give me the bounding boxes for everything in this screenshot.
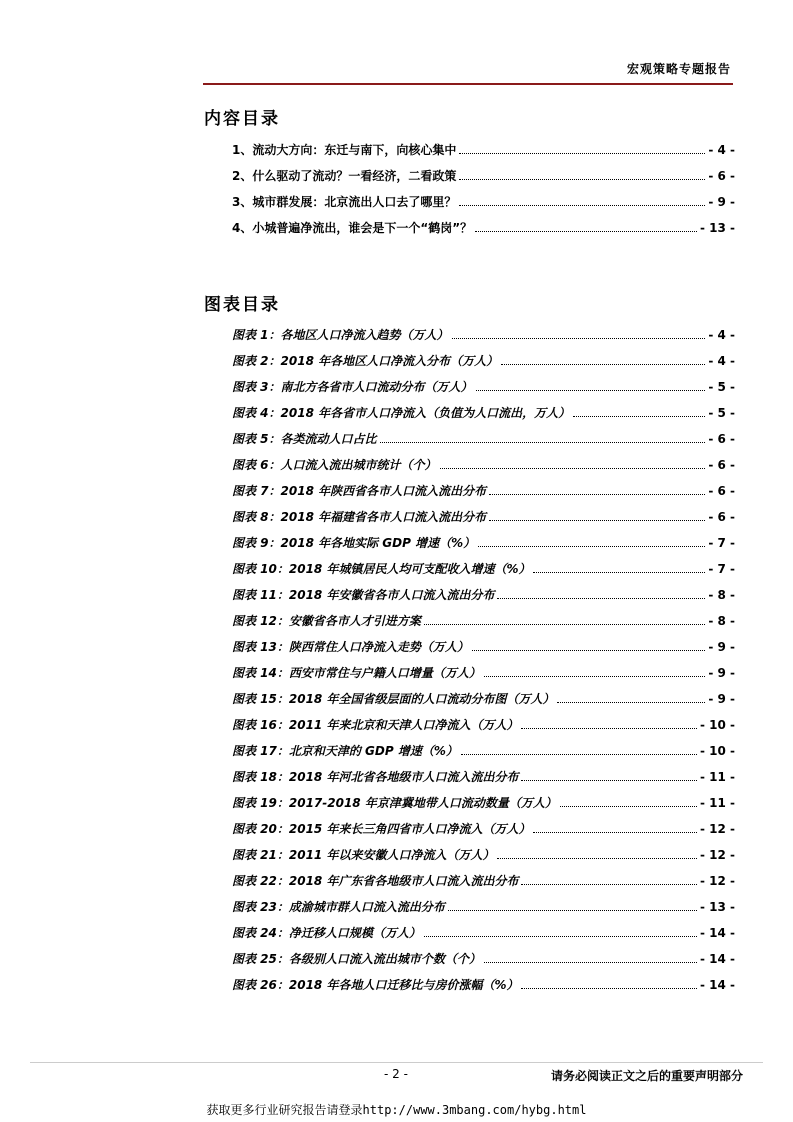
figure-entry[interactable] xyxy=(232,560,735,586)
figure-entry[interactable] xyxy=(232,326,735,352)
contents-entry-label: 3、城市群发展：北京流出人口去了哪里？ xyxy=(232,195,457,209)
contents-list xyxy=(232,141,735,245)
figure-entry-label: 图表 7：2018 年陕西省各市人口流入流出分布 xyxy=(232,484,487,498)
figure-entry[interactable] xyxy=(232,846,735,872)
dot-leader xyxy=(489,510,705,521)
figure-entry[interactable] xyxy=(232,664,735,690)
figure-entry-label: 图表 22：2018 年广东省各地级市人口流入流出分布 xyxy=(232,874,519,888)
figure-entry[interactable] xyxy=(232,768,735,794)
figure-entry[interactable] xyxy=(232,482,735,508)
figure-entry[interactable] xyxy=(232,586,735,612)
figure-entry-label: 图表 12：安徽省各市人才引进方案 xyxy=(232,614,421,628)
dot-leader xyxy=(459,143,705,154)
figure-entry-page: - 5 - xyxy=(708,406,735,420)
dot-leader xyxy=(560,796,697,807)
contents-entry[interactable] xyxy=(232,193,735,219)
figure-entry[interactable] xyxy=(232,404,735,430)
figure-entry-label: 图表 25：各级别人口流入流出城市个数（个） xyxy=(232,952,481,966)
figure-entry-page: - 10 - xyxy=(699,718,735,732)
dot-leader xyxy=(497,848,697,859)
figure-entry-label: 图表 5：各类流动人口占比 xyxy=(232,432,377,446)
figure-entry-label: 图表 3：南北方各省市人口流动分布（万人） xyxy=(232,380,473,394)
dot-leader xyxy=(478,536,705,547)
dot-leader xyxy=(484,952,697,963)
figure-entry-label: 图表 19：2017-2018 年京津冀地带人口流动数量（万人） xyxy=(232,796,557,810)
figure-entry-page: - 6 - xyxy=(708,510,735,524)
figure-entry-label: 图表 20：2015 年来长三角四省市人口净流入（万人） xyxy=(232,822,531,836)
figures-list xyxy=(232,326,735,1002)
figure-entry-label: 图表 13：陕西常住人口净流入走势（万人） xyxy=(232,640,469,654)
page-number: - 2 - xyxy=(384,1067,408,1081)
figure-entry-label: 图表 1：各地区人口净流入趋势（万人） xyxy=(232,328,449,342)
contents-entry-page: - 9 - xyxy=(708,195,735,209)
dot-leader xyxy=(476,380,706,391)
dot-leader xyxy=(521,874,697,885)
header-divider xyxy=(203,83,733,85)
figure-entry-page: - 10 - xyxy=(699,744,735,758)
figures-title: 图表目录 xyxy=(204,295,280,315)
figure-entry-page: - 8 - xyxy=(708,614,735,628)
figure-entry-label: 图表 10：2018 年城镇居民人均可支配收入增速（%） xyxy=(232,562,531,576)
figure-entry-page: - 8 - xyxy=(708,588,735,602)
disclaimer-note: 请务必阅读正文之后的重要声明部分 xyxy=(550,1069,743,1083)
dot-leader xyxy=(557,692,705,703)
dot-leader xyxy=(521,978,697,989)
figure-entry[interactable] xyxy=(232,898,735,924)
figure-entry[interactable] xyxy=(232,820,735,846)
figure-entry-page: - 12 - xyxy=(699,848,735,862)
contents-entry[interactable] xyxy=(232,167,735,193)
figure-entry-page: - 12 - xyxy=(699,822,735,836)
figure-entry[interactable] xyxy=(232,430,735,456)
figure-entry-page: - 9 - xyxy=(708,692,735,706)
dot-leader xyxy=(489,484,705,495)
figure-entry[interactable] xyxy=(232,378,735,404)
figure-entry-page: - 14 - xyxy=(699,926,735,940)
figure-entry[interactable] xyxy=(232,794,735,820)
figure-entry-label: 图表 18：2018 年河北省各地级市人口流入流出分布 xyxy=(232,770,519,784)
figure-entry-page: - 7 - xyxy=(708,536,735,550)
contents-title: 内容目录 xyxy=(204,109,280,129)
figure-entry-label: 图表 24：净迁移人口规模（万人） xyxy=(232,926,421,940)
figure-entry-page: - 11 - xyxy=(699,770,735,784)
dot-leader xyxy=(459,195,705,206)
figure-entry[interactable] xyxy=(232,950,735,976)
figure-entry[interactable] xyxy=(232,872,735,898)
figure-entry-label: 图表 17：北京和天津的 GDP 增速（%） xyxy=(232,744,458,758)
dot-leader xyxy=(448,900,697,911)
dot-leader xyxy=(452,328,706,339)
dot-leader xyxy=(472,640,705,651)
figure-entry-page: - 4 - xyxy=(708,328,735,342)
figure-entry[interactable] xyxy=(232,456,735,482)
figure-entry[interactable] xyxy=(232,690,735,716)
figure-entry-label: 图表 15：2018 年全国省级层面的人口流动分布图（万人） xyxy=(232,692,555,706)
figure-entry-page: - 9 - xyxy=(708,640,735,654)
dot-leader xyxy=(533,822,697,833)
contents-entry-page: - 4 - xyxy=(708,143,735,157)
contents-entry-label: 4、小城普遍净流出，谁会是下一个“鹤岗”？ xyxy=(232,221,473,235)
figure-entry-label: 图表 11：2018 年安徽省各市人口流入流出分布 xyxy=(232,588,495,602)
dot-leader xyxy=(424,926,697,937)
dot-leader xyxy=(380,432,706,443)
figure-entry-label: 图表 26：2018 年各地人口迁移比与房价涨幅（%） xyxy=(232,978,519,992)
figure-entry[interactable] xyxy=(232,508,735,534)
contents-entry[interactable] xyxy=(232,141,735,167)
dot-leader xyxy=(521,718,697,729)
dot-leader xyxy=(573,406,705,417)
figure-entry[interactable] xyxy=(232,612,735,638)
figure-entry-page: - 7 - xyxy=(708,562,735,576)
contents-entry[interactable] xyxy=(232,219,735,245)
dot-leader xyxy=(459,169,705,180)
figure-entry-page: - 4 - xyxy=(708,354,735,368)
figure-entry[interactable] xyxy=(232,352,735,378)
figure-entry[interactable] xyxy=(232,534,735,560)
footer-divider xyxy=(30,1062,763,1063)
figure-entry-label: 图表 4：2018 年各省市人口净流入（负值为人口流出，万人） xyxy=(232,406,571,420)
figure-entry[interactable] xyxy=(232,924,735,950)
figure-entry-page: - 13 - xyxy=(699,900,735,914)
figure-entry-label: 图表 9：2018 年各地实际 GDP 增速（%） xyxy=(232,536,476,550)
figure-entry-page: - 11 - xyxy=(699,796,735,810)
contents-entry-page: - 13 - xyxy=(699,221,735,235)
figure-entry-label: 图表 16：2011 年来北京和天津人口净流入（万人） xyxy=(232,718,519,732)
dot-leader xyxy=(424,614,705,625)
dot-leader xyxy=(475,221,697,232)
download-link[interactable]: 获取更多行业研究报告请登录http://www.3mbang.com/hybg.html xyxy=(206,1103,587,1117)
report-type-title: 宏观策略专题报告 xyxy=(626,62,731,76)
contents-entry-label: 2、什么驱动了流动？一看经济，二看政策 xyxy=(232,169,457,183)
figure-entry-label: 图表 21：2011 年以来安徽人口净流入（万人） xyxy=(232,848,495,862)
figure-entry-page: - 9 - xyxy=(708,666,735,680)
figure-entry-page: - 6 - xyxy=(708,458,735,472)
figure-entry-label: 图表 6：人口流入流出城市统计（个） xyxy=(232,458,437,472)
figure-entry-label: 图表 8：2018 年福建省各市人口流入流出分布 xyxy=(232,510,487,524)
figure-entry-label: 图表 14：西安市常住与户籍人口增量（万人） xyxy=(232,666,481,680)
dot-leader xyxy=(501,354,705,365)
figure-entry-page: - 14 - xyxy=(699,978,735,992)
figure-entry-page: - 6 - xyxy=(708,484,735,498)
figure-entry-page: - 14 - xyxy=(699,952,735,966)
figure-entry[interactable] xyxy=(232,742,735,768)
dot-leader xyxy=(461,744,697,755)
dot-leader xyxy=(521,770,697,781)
figure-entry-label: 图表 2：2018 年各地区人口净流入分布（万人） xyxy=(232,354,499,368)
figure-entry-page: - 5 - xyxy=(708,380,735,394)
dot-leader xyxy=(440,458,706,469)
figure-entry[interactable] xyxy=(232,976,735,1002)
dot-leader xyxy=(533,562,705,573)
figure-entry-label: 图表 23：成渝城市群人口流入流出分布 xyxy=(232,900,445,914)
contents-entry-label: 1、流动大方向：东迁与南下，向核心集中 xyxy=(232,143,457,157)
figure-entry[interactable] xyxy=(232,716,735,742)
figure-entry-page: - 12 - xyxy=(699,874,735,888)
figure-entry-page: - 6 - xyxy=(708,432,735,446)
contents-entry-page: - 6 - xyxy=(708,169,735,183)
dot-leader xyxy=(497,588,705,599)
dot-leader xyxy=(484,666,705,677)
figure-entry[interactable] xyxy=(232,638,735,664)
